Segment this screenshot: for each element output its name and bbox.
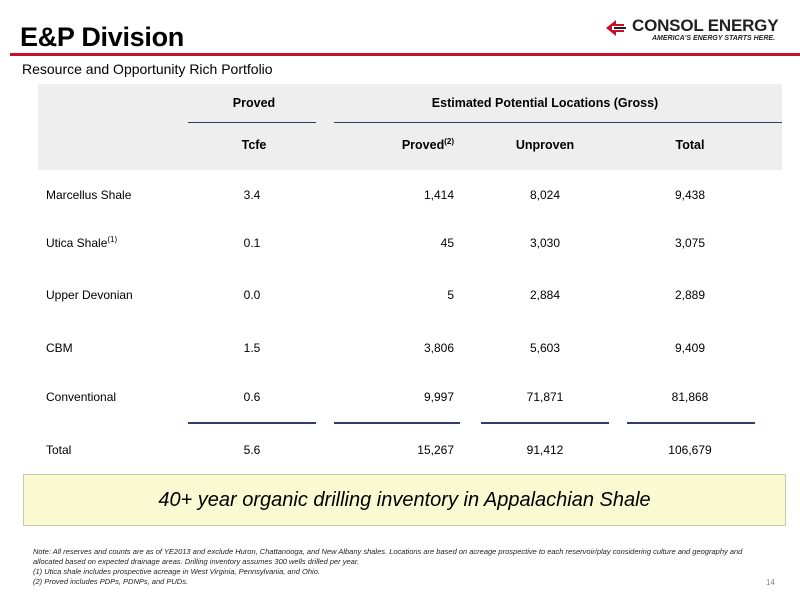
- column-header-proved-note: (2): [444, 136, 454, 146]
- cell-unproven: 91,412: [526, 443, 564, 457]
- column-header-total: Total: [675, 138, 705, 152]
- cell-unproven: 8,024: [529, 188, 561, 202]
- cell-tcfe: 5.6: [243, 443, 261, 457]
- row-label: Marcellus Shale: [46, 188, 132, 202]
- logo-mark-icon: [604, 18, 628, 38]
- page-subtitle: Resource and Opportunity Rich Portfolio: [22, 61, 273, 77]
- cell-unproven: 3,030: [529, 236, 561, 250]
- footnote-2: (2) Proved includes PDPs, PDNPs, and PUDs.: [33, 577, 189, 586]
- page-title: E&P Division: [20, 22, 184, 52]
- callout-box: [23, 474, 786, 526]
- cell-proved: 15,267: [417, 443, 454, 457]
- cell-total: 9,409: [674, 341, 706, 355]
- cell-proved: 1,414: [423, 188, 454, 202]
- cell-total: 9,438: [674, 188, 706, 202]
- cell-tcfe: 0.0: [243, 288, 261, 302]
- row-label: Total: [46, 443, 72, 457]
- group-header-proved: Proved: [232, 96, 276, 110]
- total-rule-unproven: [481, 422, 609, 424]
- footnote-1: (1) Utica shale includes prospective acreage in West Virginia, Pennsylvania, and Ohio.: [33, 567, 320, 576]
- cell-total: 3,075: [674, 236, 706, 250]
- cell-total: 2,889: [674, 288, 706, 302]
- title-rule: [10, 53, 800, 56]
- cell-tcfe: 0.6: [243, 390, 261, 404]
- total-rule-tcfe: [188, 422, 316, 424]
- row-label: Upper Devonian: [46, 288, 133, 302]
- cell-tcfe: 3.4: [243, 188, 261, 202]
- company-logo: [604, 16, 792, 42]
- column-header-unproven: Unproven: [515, 138, 575, 152]
- cell-tcfe: 1.5: [243, 341, 261, 355]
- cell-total: 81,868: [671, 390, 709, 404]
- row-label: Utica Shale$^{(1)}$: [46, 235, 118, 250]
- column-header-proved: [402, 138, 454, 152]
- logo-name: CONSOL ENERGY: [632, 16, 779, 35]
- cell-unproven: 2,884: [529, 288, 561, 302]
- table-header-background: [38, 84, 782, 170]
- row-footnote: (1): [107, 235, 118, 244]
- logo-tagline: AMERICA'S ENERGY STARTS HERE.: [652, 35, 776, 42]
- page-number: 14: [766, 578, 775, 587]
- footnote-general: Note: All reserves and counts are as of YE2013 and exclude Huron, Chattanooga, and New Albany shales. Locations are based on acreage prospective to each reservoir/play considering culture and geography and allocated based on expected drainage areas. Drilling inventory assumes 300 wells drilled per year.: [33, 547, 743, 566]
- group-header-locations: Estimated Potential Locations (Gross): [431, 96, 659, 110]
- total-rule-total: [627, 422, 755, 424]
- cell-proved: 5: [447, 288, 454, 302]
- cell-proved: 45: [440, 236, 454, 250]
- row-label: Conventional: [46, 390, 117, 404]
- total-rule-proved: [334, 422, 460, 424]
- callout-text: 40+ year organic drilling inventory in Appalachian Shale: [158, 489, 651, 511]
- cell-tcfe: 0.1: [243, 236, 261, 250]
- cell-proved: 9,997: [423, 390, 454, 404]
- column-header-tcfe: Tcfe: [241, 138, 267, 152]
- column-header-proved-label: Proved: [401, 138, 445, 152]
- cell-total: 106,679: [668, 443, 712, 457]
- row-label: CBM: [46, 341, 73, 355]
- cell-unproven: 5,603: [529, 341, 561, 355]
- cell-proved: 3,806: [423, 341, 454, 355]
- group-rule-proved: [188, 122, 316, 123]
- cell-unproven: 71,871: [526, 390, 564, 404]
- footnotes: [33, 547, 743, 587]
- group-rule-locations: [334, 122, 782, 123]
